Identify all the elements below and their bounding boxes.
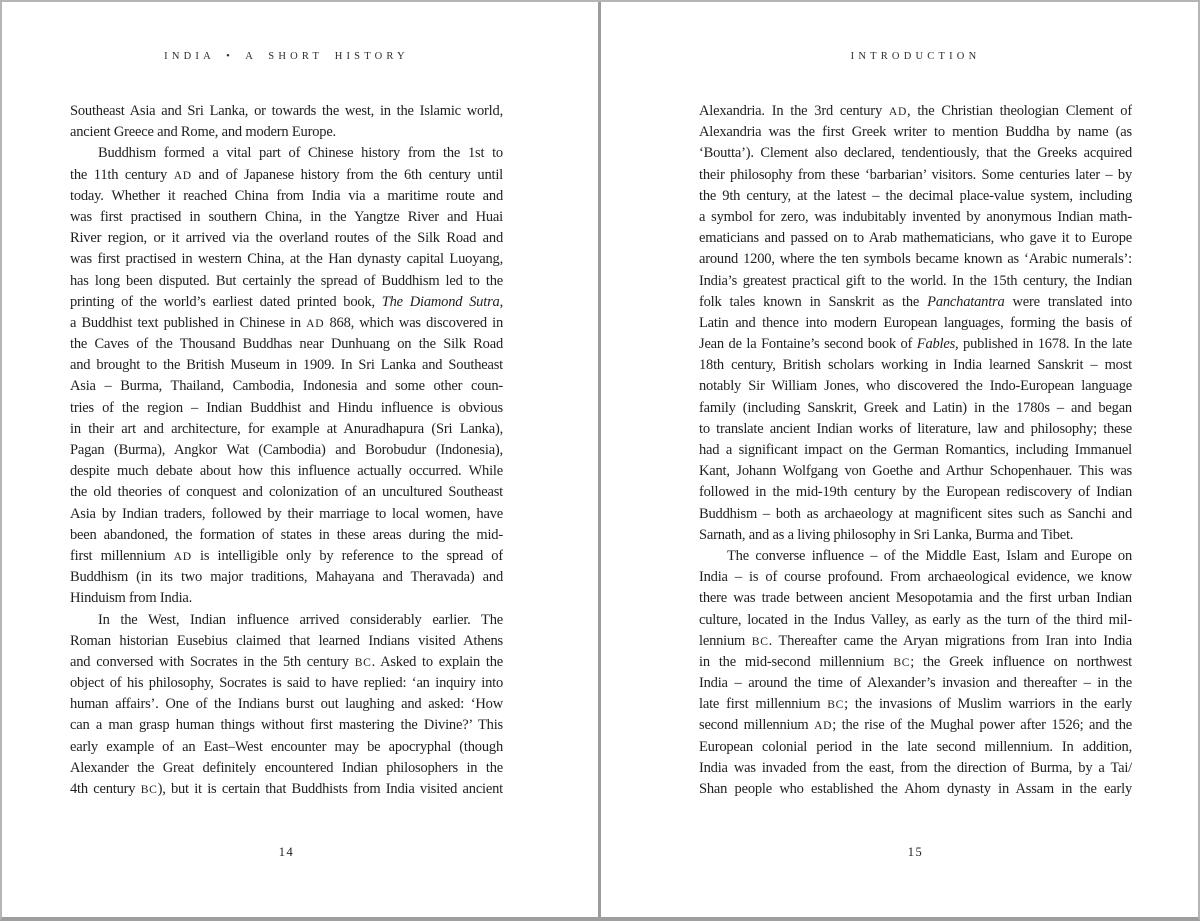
text-line: Buddhism (in its two major traditions, Mahayana and Theravada) and <box>70 569 503 586</box>
text-line: Asia by Indian traders, followed by their marriage to local women, have <box>70 505 503 522</box>
text-line: and brought to the British Museum in 1909. In Sri Lanka and Southeast <box>70 357 503 374</box>
text-line: 18th century, British scholars working in India learned Sanskrit – most <box>699 357 1132 374</box>
text-line: Southeast Asia and Sri Lanka, or towards the west, in the Islamic world, <box>70 103 503 119</box>
running-header-left: INDIA • A SHORT HISTORY <box>164 51 409 62</box>
text-line: the 11th century AD and of Japanese history from the 6th century until <box>70 166 503 183</box>
text-line: can a man grasp human things without first mastering the Divine?’ This <box>70 717 503 734</box>
text-line: India’s greatest practical gift to the world. In the 15th century, the Indian <box>699 272 1132 289</box>
text-line: there was trade between ancient Mesopotamia and the first urban Indian <box>699 590 1132 607</box>
text-line: a symbol for zero, was indubitably invented by anonymous Indian math- <box>699 208 1132 225</box>
text-line: Roman historian Eusebius claimed that learned Indians visited Athens <box>70 632 503 649</box>
text-line: India – is of course profound. From archaeological evidence, we know <box>699 569 1132 586</box>
text-line: Buddhism – both as archaeology at magnificent sites such as Sanchi and <box>699 505 1132 522</box>
text-line: India – around the time of Alexander’s invasion and thereafter – in the <box>699 675 1132 692</box>
text-line: the 9th century, at the latest – the decimal place-value system, including <box>699 187 1132 204</box>
text-line: tries of the region – Indian Buddhist and Hindu influence is obvious <box>70 399 503 416</box>
text-line: was first practised in western China, at the Han dynasty capital Luoyang, <box>70 251 503 268</box>
small-caps-era: AD <box>173 168 192 182</box>
page-body-right <box>699 101 1132 800</box>
text-line: today. Whether it reached China from India via a maritime route and <box>70 187 503 204</box>
text-line: and conversed with Socrates in the 5th century BC. Asked to explain the <box>70 653 503 670</box>
text-line: European colonial period in the late second millennium. In addition, <box>699 738 1132 755</box>
text-line: Pagan (Burma), Angkor Wat (Cambodia) and Borobudur (Indonesia), <box>70 442 503 458</box>
page-number-right: 15 <box>907 845 924 859</box>
small-caps-era: BC <box>827 698 845 712</box>
text-line: culture, located in the Indus Valley, as early as the turn of the third mil- <box>699 611 1132 628</box>
text-line: Kant, Johann Wolfgang von Goethe and Arthur Schopenhauer. This was <box>699 463 1132 480</box>
text-line: ancient Greece and Rome, and modern Europe. <box>70 124 336 141</box>
small-caps-era: AD <box>888 105 908 118</box>
text-line: Alexander the Great definitely encountered Indian philosophers in the <box>70 759 503 776</box>
italic-title: Panchatantra <box>927 293 1005 310</box>
small-caps-era: AD <box>306 316 325 330</box>
book-spine-divider <box>598 0 601 921</box>
small-caps-era: BC <box>893 655 911 669</box>
small-caps-era: AD <box>814 719 833 733</box>
text-line: the Caves of the Thousand Buddhas near Dunhuang on the Silk Road <box>70 336 503 353</box>
text-line: first millennium AD is intelligible only by reference to the spread of <box>70 547 503 564</box>
small-caps-era: BC <box>140 783 158 796</box>
text-line: lennium BC. Thereafter came the Aryan migrations from Iran into India <box>699 632 1132 649</box>
text-line: a Buddhist text published in Chinese in AD 868, which was discovered in <box>70 314 503 331</box>
italic-title: The Diamond Sutra <box>381 293 500 310</box>
text-line: their philosophy from these ‘barbarian’ visitors. Some centuries later – by <box>699 166 1132 183</box>
text-line: India was invaded from the east, from the direction of Burma, by a Tai/ <box>699 759 1132 776</box>
text-line: The converse influence – of the Middle East, Islam and Europe on <box>727 547 1132 564</box>
text-line: second millennium AD; the rise of the Mughal power after 1526; and the <box>699 717 1132 734</box>
text-line: followed in the mid-19th century by the European rediscovery of Indian <box>699 484 1132 501</box>
text-line: Alexandria. In the 3rd century AD, the Christian theologian Clement of <box>699 103 1132 119</box>
text-line: ematicians and passed on to Arab mathematicians, who gave it to Europe <box>699 230 1132 247</box>
small-caps-era: AD <box>173 549 192 563</box>
text-line: Sarnath, and as a living philosophy in Sri Lanka, Burma and Tibet. <box>699 526 1074 543</box>
text-line: object of his philosophy, Socrates is said to have replied: ‘an inquiry into <box>70 675 503 692</box>
page-left <box>0 0 598 921</box>
text-line: Hinduism from India. <box>70 590 193 607</box>
italic-title: Fables <box>916 336 956 353</box>
text-line: human affairs’. One of the Indians burst out laughing and asked: ‘How <box>70 696 503 713</box>
text-line: early example of an East–West encounter may be apocryphal (though <box>70 738 503 755</box>
text-line: Buddhism formed a vital part of Chinese history from the 1st to <box>98 145 503 162</box>
text-line: Asia – Burma, Thailand, Cambodia, Indonesia and some other coun- <box>70 378 503 395</box>
page-number-left: 14 <box>278 845 295 859</box>
text-line: late first millennium BC; the invasions of Muslim warriors in the early <box>699 696 1132 713</box>
running-header-right: INTRODUCTION <box>850 51 981 62</box>
text-line: been abandoned, the formation of states in these areas during the mid- <box>70 526 503 543</box>
text-line: River region, or it arrived via the overland routes of the Silk Road and <box>70 230 503 247</box>
text-line: family (including Sanskrit, Greek and Latin) in the 1780s – and began <box>699 399 1132 416</box>
text-line: Jean de la Fontaine’s second book of Fables, published in 1678. In the late <box>699 336 1132 353</box>
text-line: has long been disputed. But certainly the spread of Buddhism led to the <box>70 272 503 289</box>
text-line: In the West, Indian influence arrived considerably earlier. The <box>98 611 503 628</box>
text-line: despite much debate about how this influence actually occurred. While <box>70 463 503 480</box>
text-line: 4th century BC), but it is certain that Buddhists from India visited ancient <box>70 781 503 797</box>
text-line: Latin and thence into modern European languages, forming the basis of <box>699 314 1132 331</box>
text-line: notably Sir William Jones, who discovered the Indo-European language <box>699 378 1132 395</box>
text-column-left <box>70 0 503 921</box>
text-line: was first practised in southern China, in the Yangtze River and Huai <box>70 208 503 225</box>
text-line: the old theories of conquest and colonization of an uncultured Southeast <box>70 484 503 501</box>
small-caps-era: BC <box>751 634 769 648</box>
text-line: printing of the world’s earliest dated printed book, The Diamond Sutra, <box>70 293 503 310</box>
text-line: around 1200, where the ten symbols became known as ‘Arabic numerals’: <box>699 251 1132 268</box>
text-line: to translate ancient Indian works of literature, law and philosophy; these <box>699 420 1132 437</box>
page-right <box>602 0 1200 921</box>
page-body-left <box>70 101 503 800</box>
text-line: Alexandria was the first Greek writer to mention Buddha by name (as <box>699 124 1132 141</box>
text-line: Shan people who established the Ahom dynasty in Assam in the early <box>699 781 1132 797</box>
text-line: ‘Boutta’). Clement also declared, tendentiously, that the Greeks acquired <box>699 145 1132 162</box>
small-caps-era: BC <box>354 655 372 669</box>
text-line: in their art and architecture, for example at Anuradhapura (Sri Lanka), <box>70 420 503 437</box>
text-column-right <box>699 0 1132 921</box>
text-line: folk tales known in Sanskrit as the Panchatantra were translated into <box>699 293 1132 310</box>
text-line: in the mid-second millennium BC; the Greek influence on northwest <box>699 653 1132 670</box>
text-line: had a significant impact on the German Romantics, including Immanuel <box>699 442 1132 458</box>
